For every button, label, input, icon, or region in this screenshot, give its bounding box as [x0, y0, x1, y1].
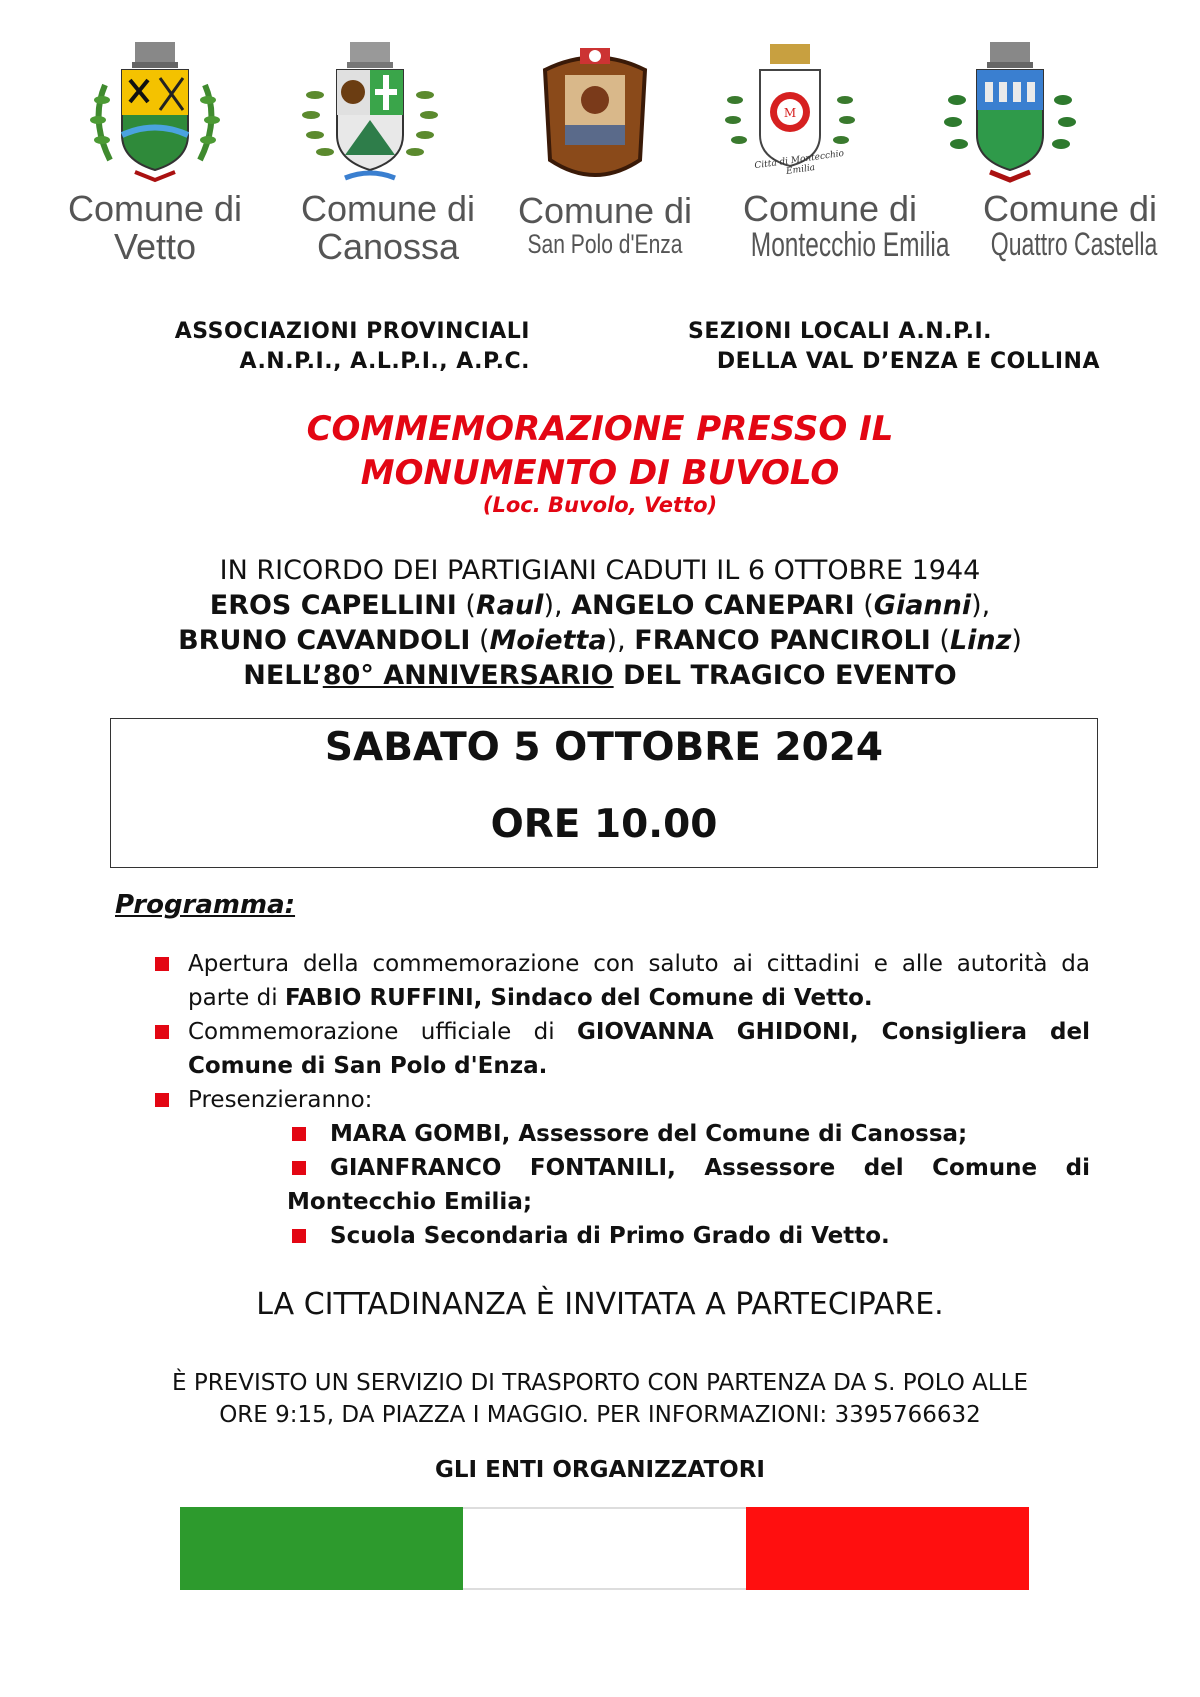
transport-info [0, 1367, 1200, 1431]
partisan-4-alias: Linz [949, 625, 1012, 656]
partisan-3-name: BRUNO CAVANDOLI [178, 625, 471, 656]
transport-line1: È PREVISTO UN SERVIZIO DI TRASPORTO CON PARTENZA DA S. POLO ALLE [171, 1370, 1029, 1396]
bullet-icon [155, 1093, 169, 1107]
item1-text: Apertura della commemorazione con saluto ai cittadini e alle autorità da parte di [188, 951, 1090, 1011]
italian-flag-icon [180, 1507, 1029, 1590]
item2-bold: GIOVANNA GHIDONI, Consigliera del Comune di San Polo d'Enza. [188, 1019, 1090, 1079]
ricordo-line3: BRUNO CAVANDOLI (Moietta), FRANCO PANCIROLI (Linz) [178, 625, 1022, 656]
programma-heading: Programma: [115, 890, 296, 920]
programma-sub-1: MARA GOMBI, Assessore del Comune di Canossa; [330, 1121, 968, 1147]
partisan-2-alias: Gianni [873, 590, 972, 621]
montecchio-crest-caption: Città di Montecchio Emilia [753, 148, 845, 177]
comune-san-polo-label [505, 192, 705, 258]
quattro-castella-crest-icon [935, 40, 1085, 190]
comune-vetto-label [55, 190, 255, 266]
bullet-icon [155, 1025, 169, 1039]
vetto-crest-icon [80, 40, 230, 190]
title-location: (Loc. Buvolo, Vetto) [482, 493, 718, 517]
comune-quattro-castella-line1: Comune di [982, 188, 1158, 229]
sezioni-line2: DELLA VAL D’ENZA E COLLINA [716, 349, 1100, 374]
ricordo-line1: IN RICORDO DEI PARTIGIANI CADUTI IL 6 OTTOBRE 1944 [219, 555, 981, 586]
event-time: ORE 10.00 [490, 802, 718, 847]
programma-item-1 [188, 947, 1090, 1015]
programma-sub-2: GIANFRANCO FONTANILI, Assessore del Comune di Montecchio Emilia; [287, 1155, 1090, 1215]
anniv-post: DEL TRAGICO EVENTO [613, 660, 957, 691]
programma-sub-3: Scuola Secondaria di Primo Grado di Vetto. [330, 1223, 890, 1249]
associazioni-line1: ASSOCIAZIONI PROVINCIALI [174, 319, 530, 344]
associazioni-provinciali [110, 317, 530, 377]
flag-red-stripe [746, 1507, 1029, 1590]
comune-san-polo-line2: San Polo d'Enza [527, 228, 683, 259]
ricordo-block [0, 553, 1200, 693]
partisan-1-alias: Raul [475, 590, 544, 621]
main-title [0, 407, 1200, 495]
item1-bold: FABIO RUFFINI, Sindaco del Comune di Vetto. [284, 985, 873, 1011]
anniv-pre: NELL’ [243, 660, 323, 691]
associazioni-line2: A.N.P.I., A.L.P.I., A.P.C. [239, 349, 530, 374]
anniv-underlined: 80° ANNIVERSARIO [322, 660, 614, 691]
comune-quattro-castella-line2: Quattro Castella [990, 225, 1158, 262]
programma-item-3: Presenzieranno: [188, 1087, 373, 1113]
comune-montecchio-label [720, 188, 950, 264]
comune-canossa-label [288, 190, 488, 266]
comune-montecchio-line2: Montecchio Emilia [750, 225, 950, 264]
programma-item-2 [188, 1015, 1090, 1083]
event-date: SABATO 5 OTTOBRE 2024 [324, 725, 884, 770]
san-polo-crest-icon [520, 40, 670, 190]
bullet-icon [155, 957, 169, 971]
item2-text: Commemorazione ufficiale di [188, 1019, 577, 1045]
bullet-icon [292, 1127, 306, 1141]
sezioni-line1: SEZIONI LOCALI A.N.P.I. [688, 319, 992, 344]
comune-san-polo-line1: Comune di [517, 190, 693, 231]
partisan-4-name: FRANCO PANCIROLI [634, 625, 931, 656]
title-line2: MONUMENTO DI BUVOLO [360, 453, 840, 493]
flag-white-stripe [463, 1507, 746, 1590]
invite-text: LA CITTADINANZA È INVITATA A PARTECIPARE. [256, 1287, 944, 1322]
enti-organizzatori: GLI ENTI ORGANIZZATORI [435, 1457, 765, 1483]
sezioni-locali [670, 317, 1100, 377]
ricordo-line2: EROS CAPELLINI (Raul), ANGELO CANEPARI (Gianni), [209, 590, 991, 621]
flag-green-stripe [180, 1507, 463, 1590]
comune-canossa-line1: Comune di [300, 188, 476, 229]
transport-line2: ORE 9:15, DA PIAZZA I MAGGIO. PER INFORMAZIONI: 3395766632 [219, 1402, 981, 1428]
comune-montecchio-line1: Comune di [742, 188, 918, 229]
partisan-1-name: EROS CAPELLINI [209, 590, 457, 621]
partisan-2-name: ANGELO CANEPARI [571, 590, 855, 621]
comune-quattro-castella-label [960, 190, 1180, 261]
svg-text:M: M [783, 106, 797, 120]
canossa-crest-icon [295, 40, 445, 190]
bullet-icon [292, 1229, 306, 1243]
comune-canossa-line2: Canossa [316, 225, 460, 267]
comune-vetto-line2: Vetto [113, 225, 197, 267]
ricordo-line4 [0, 658, 1200, 693]
event-date-box [110, 718, 1098, 868]
title-line1: COMMEMORAZIONE PRESSO IL [306, 409, 894, 449]
comune-vetto-line1: Comune di [67, 188, 243, 229]
partisan-3-alias: Moietta [489, 625, 607, 656]
